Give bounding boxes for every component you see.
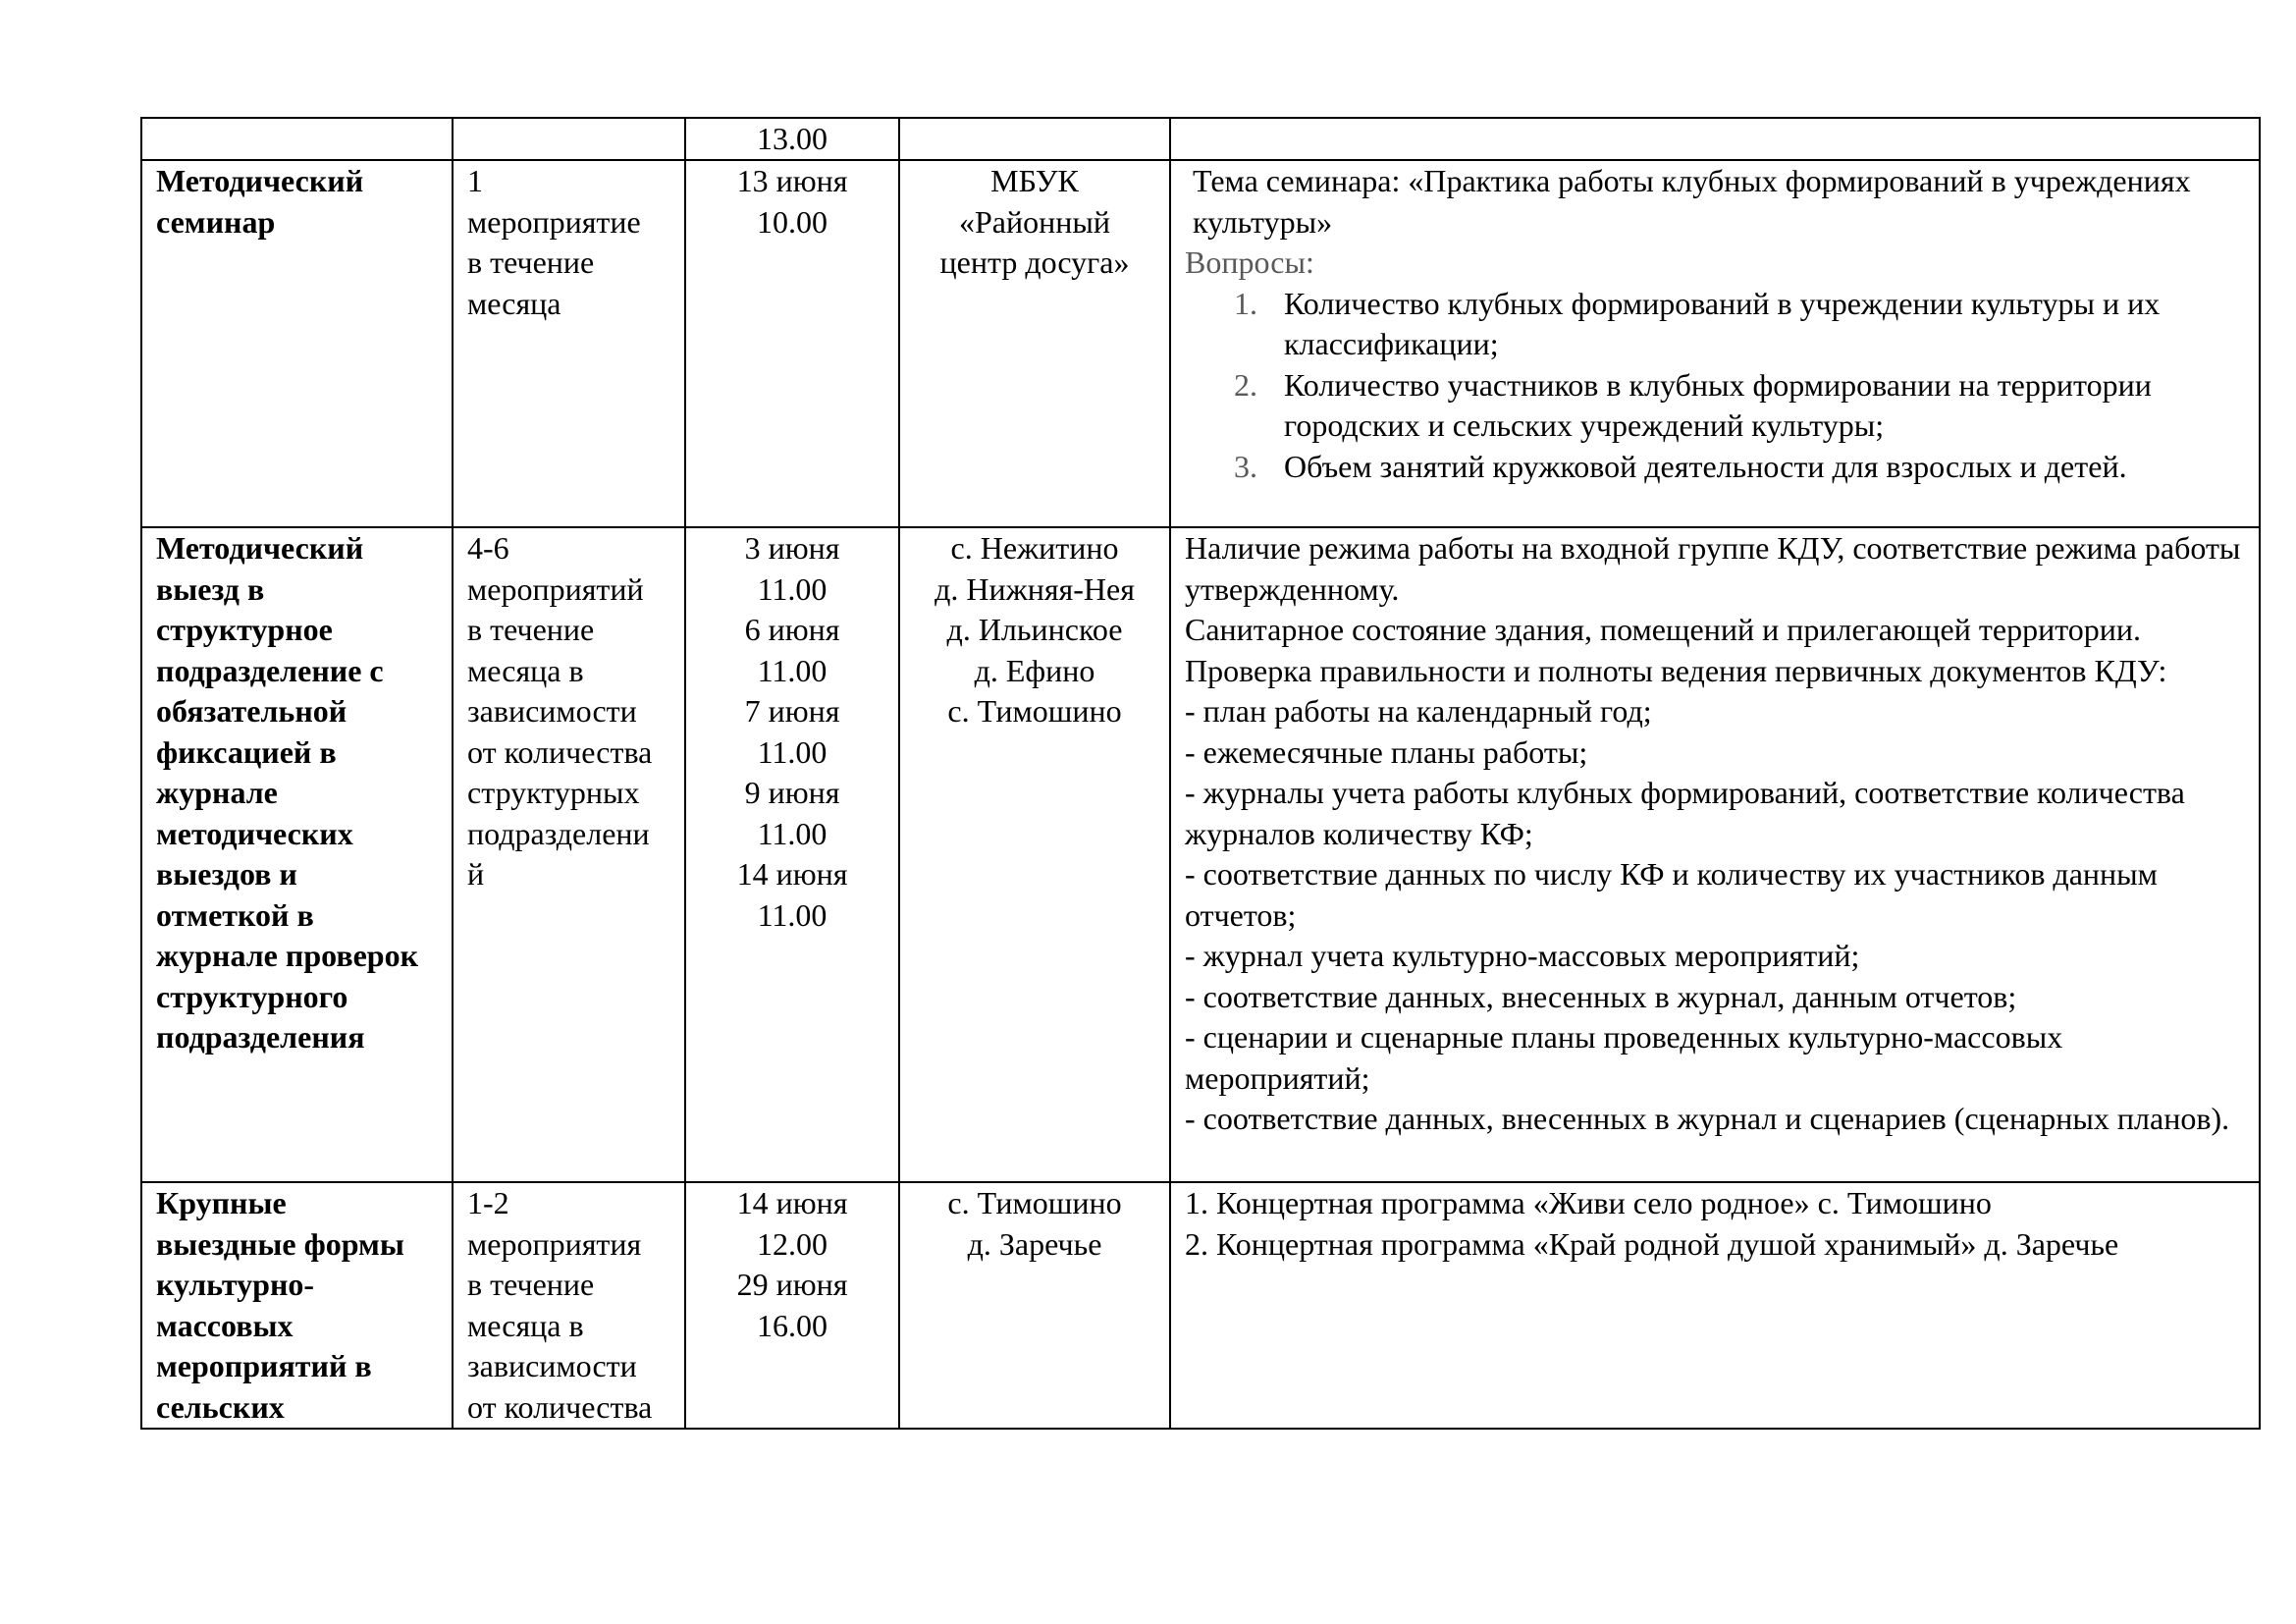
quantity-cell (453, 1182, 685, 1429)
list-item-text: Количество участников в клубных формировании на территории городских и сельских учреждений культуры; (1284, 366, 2152, 443)
text-line: месяца в (467, 652, 584, 688)
text-line: 13 июня (736, 163, 848, 198)
table-row (141, 160, 2260, 527)
description-cell (1170, 118, 2260, 160)
questions-list (1185, 284, 2245, 488)
text-line: Проверка правильности и полноты ведения первичных документов КДУ: (1185, 652, 2167, 688)
text-line: от количества (467, 1388, 653, 1425)
list-item-number: 2. (1234, 366, 1257, 403)
text-line: 16.00 (757, 1307, 828, 1343)
dates-cell (685, 118, 899, 160)
quantity-cell (453, 160, 685, 527)
event-name-cell (141, 1182, 453, 1429)
text-line: «Районный (959, 203, 1110, 240)
text-line: 11.00 (757, 733, 828, 770)
event-name-cell (141, 527, 453, 1182)
text-line: мероприятие (467, 203, 641, 240)
event-name-cell (141, 118, 453, 160)
text-line: структурное (156, 612, 333, 647)
text-line: с. Тимошино (947, 693, 1122, 729)
text-line: 3 июня (744, 530, 840, 566)
text-line: в течение (467, 612, 595, 647)
text-line: обязательной (156, 693, 347, 729)
text-line: с. Тимошино (947, 1185, 1122, 1220)
text-line: структурного (156, 978, 348, 1014)
text-line: журнале проверок (156, 938, 419, 973)
list-item (1185, 447, 2245, 488)
questions-label: Вопросы: (1185, 244, 1314, 280)
text-line: в течение (467, 244, 595, 280)
text-line: 10.00 (757, 203, 828, 240)
text-line: отметкой в (156, 896, 314, 933)
text-line: Крупные (156, 1185, 287, 1220)
text-line: мероприятий в (156, 1348, 372, 1383)
text-line: 11.00 (757, 570, 828, 607)
text-line: 11.00 (757, 815, 828, 851)
text-line: 7 июня (744, 693, 840, 729)
text-line: й (467, 856, 485, 892)
text-line: культурно- (156, 1267, 315, 1302)
text-line: Наличие режима работы на входной группе КДУ, соответствие режима работы утвержденному. (1185, 530, 2241, 607)
list-item (1185, 365, 2245, 447)
text-line: структурных (467, 775, 640, 810)
text-line: 2. Концертная программа «Край родной душой хранимый» д. Заречье (1185, 1225, 2119, 1262)
text-line: 6 июня (744, 612, 840, 647)
text-line: выездов и (156, 856, 297, 892)
text-line: выезд в (156, 570, 265, 607)
text-line: выездные формы (156, 1225, 404, 1262)
text-line: 14 июня (736, 856, 848, 892)
dates-cell (685, 1182, 899, 1429)
text-line: Методический (156, 163, 364, 198)
text-line: МБУК (990, 163, 1079, 198)
description-cell (1170, 160, 2260, 527)
text-line: д. Заречье (967, 1225, 1102, 1262)
text-line: сельских (156, 1388, 285, 1425)
place-cell (899, 160, 1170, 527)
text-line: 1. Концертная программа «Живи село родное» с. Тимошино (1185, 1185, 1992, 1220)
text-line: журнале (156, 775, 278, 810)
text-line: подразделени (467, 815, 650, 851)
text-line: 11.00 (757, 652, 828, 688)
seminar-topic: Тема семинара: «Практика работы клубных формирований в учреждениях культуры» (1193, 163, 2191, 240)
text-line: центр досуга» (939, 244, 1130, 280)
list-item-number: 3. (1234, 448, 1257, 484)
text-line: подразделение с (156, 652, 384, 688)
text-line: 1 (467, 163, 483, 198)
text-line: с. Нежитино (950, 530, 1119, 566)
table-row (141, 118, 2260, 160)
text-line: месяца (467, 285, 561, 321)
text-line: - план работы на календарный год; (1185, 693, 1652, 729)
text-line: 12.00 (757, 1225, 828, 1262)
event-name-cell (141, 160, 453, 527)
text-line: д. Ефино (974, 652, 1095, 688)
text-line: д. Ильинское (946, 612, 1123, 647)
text-line: - соответствие данных по числу КФ и количеству их участников данным отчетов; (1185, 856, 2158, 933)
text-line: 13.00 (757, 121, 828, 156)
dates-cell (685, 527, 899, 1182)
text-line: - сценарии и сценарные планы проведенных культурно-массовых мероприятий; (1185, 1019, 2063, 1096)
plan-table (140, 117, 2261, 1430)
text-line: в течение (467, 1267, 595, 1302)
text-line: - соответствие данных, внесенных в журнал, данным отчетов; (1185, 978, 2017, 1014)
place-cell (899, 527, 1170, 1182)
text-line: 29 июня (736, 1267, 848, 1302)
text-line: - журнал учета культурно-массовых мероприятий; (1185, 938, 1860, 973)
list-item-number: 1. (1234, 285, 1257, 321)
text-line: Методический (156, 530, 364, 566)
text-line: подразделения (156, 1019, 365, 1055)
text-line: - соответствие данных, внесенных в журнал и сценариев (сценарных планов). (1185, 1101, 2230, 1136)
text-line: месяца в (467, 1307, 584, 1343)
text-line: 4-6 (467, 530, 509, 566)
table-row (141, 1182, 2260, 1429)
text-line: мероприятий (467, 570, 644, 607)
text-line: семинар (156, 203, 276, 240)
text-line: фиксацией в (156, 733, 337, 770)
text-line: 11.00 (757, 896, 828, 933)
place-cell (899, 1182, 1170, 1429)
list-item-text: Количество клубных формирований в учреждении культуры и их классификации; (1284, 285, 2161, 361)
list-item-text: Объем занятий кружковой деятельности для взрослых и детей. (1284, 448, 2127, 484)
table-row (141, 527, 2260, 1182)
text-line: от количества (467, 733, 653, 770)
quantity-cell (453, 118, 685, 160)
dates-cell (685, 160, 899, 527)
text-line: 1-2 (467, 1185, 509, 1220)
description-cell (1170, 1182, 2260, 1429)
text-line: зависимости (467, 693, 637, 729)
quantity-cell (453, 527, 685, 1182)
text-line: методических (156, 815, 353, 851)
text-line: д. Нижняя-Нея (934, 570, 1135, 607)
description-cell (1170, 527, 2260, 1182)
text-line: массовых (156, 1307, 294, 1343)
text-line: 9 июня (744, 775, 840, 810)
text-line: Санитарное состояние здания, помещений и прилегающей территории. (1185, 612, 2141, 647)
place-cell (899, 118, 1170, 160)
text-line: мероприятия (467, 1225, 642, 1262)
text-line: зависимости (467, 1348, 637, 1383)
list-item (1185, 284, 2245, 365)
text-line: - журналы учета работы клубных формирований, соответствие количества журналов количеству КФ; (1185, 775, 2185, 851)
text-line: 14 июня (736, 1185, 848, 1220)
text-line: - ежемесячные планы работы; (1185, 733, 1588, 770)
